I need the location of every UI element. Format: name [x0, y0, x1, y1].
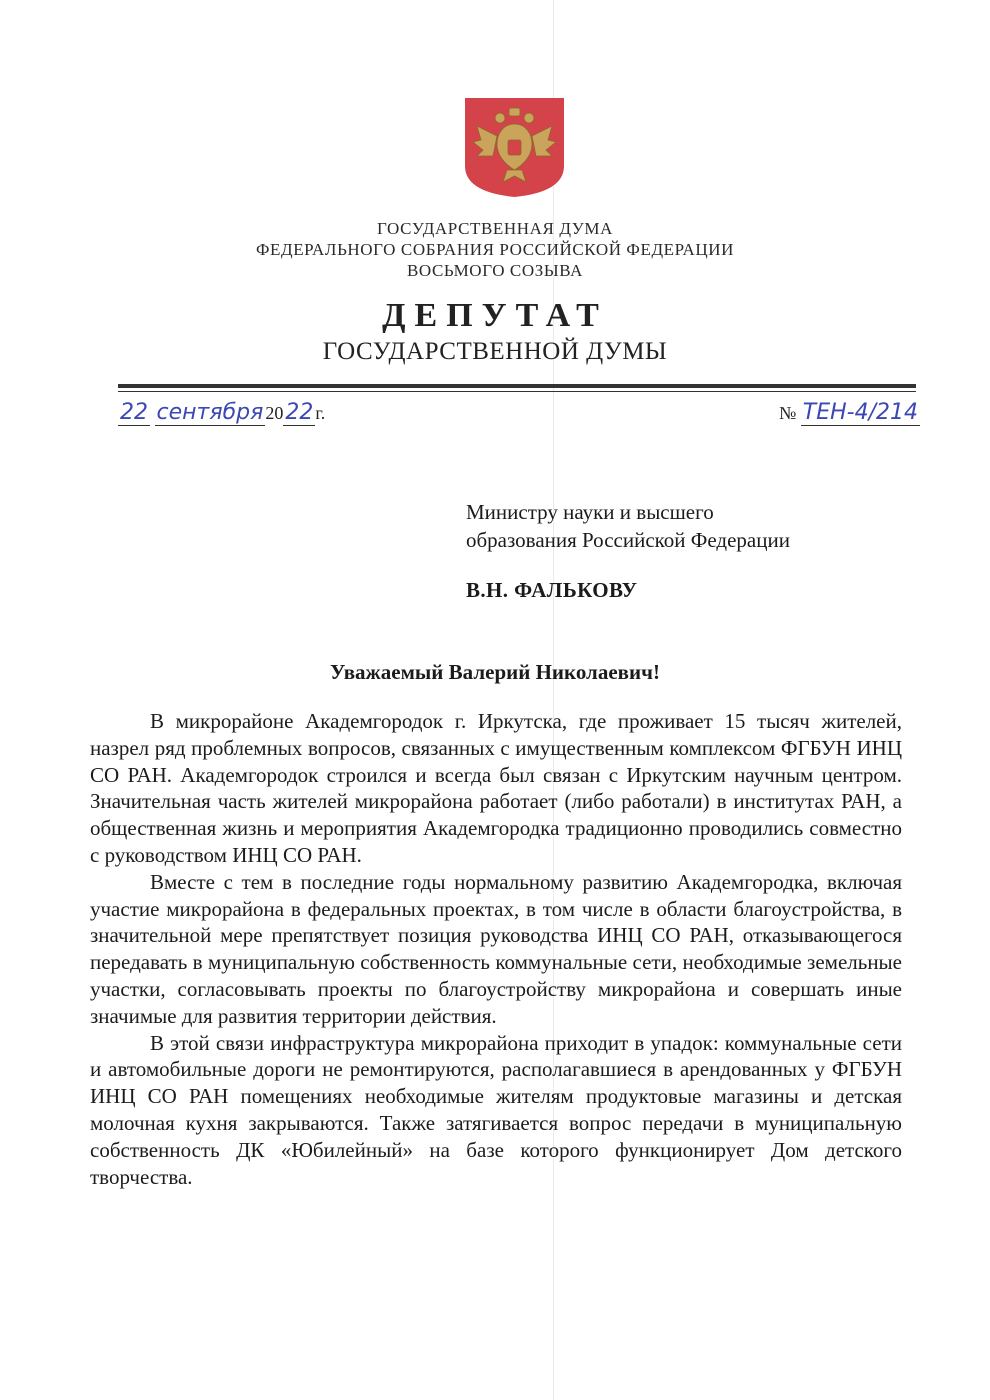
letterhead-title: ДЕПУТАТ: [382, 297, 608, 334]
letterhead-line: ГОСУДАРСТВЕННАЯ ДУМА: [377, 219, 613, 238]
addressee-line: Министру науки и высшего: [466, 500, 714, 524]
date-month: сентября: [156, 400, 264, 425]
number-label: №: [779, 403, 797, 423]
header-divider: [118, 384, 916, 388]
date-year-suffix: 22: [285, 400, 314, 425]
date-year-prefix: 20: [265, 403, 284, 423]
body-paragraph: В микрорайоне Академгородок г. Иркутска, где проживает 15 тысяч жителей, назрел ряд проблемных вопросов, связанных с имущественным комплексом ФГБУН ИНЦ СО РАН. Академгородок строился и всегда был связан с Иркутским научным центром. Значительная часть жителей микрорайона работает (либо работали) в институтах РАН, а общественная жизнь и мероприятия Академгородка традиционно проводились совместно с руководством ИНЦ СО РАН.: [90, 709, 902, 867]
header-divider-thin: [118, 391, 916, 392]
addressee-block: [466, 498, 906, 554]
number-value: ТЕН-4/214: [802, 400, 918, 425]
body-paragraph: В этой связи инфраструктура микрорайона приходит в упадок: коммунальные сети и автомобильные дороги не ремонтируются, располагавшиеся в арендованных у ФГБУН ИНЦ СО РАН помещениях необходимые жителям продуктовые магазины и детская молочная кухня закрываются. Также затягивается вопрос передачи в муниципальную собственность ДК «Юбилейный» на базе которого функционирует Дом детского творчества.: [90, 1030, 902, 1189]
letterhead-subtitle: ГОСУДАРСТВЕННОЙ ДУМЫ: [322, 338, 668, 365]
date-year-mark: г.: [315, 403, 326, 423]
letter-number: [779, 400, 920, 436]
letterhead-line: ФЕДЕРАЛЬНОГО СОБРАНИЯ РОССИЙСКОЙ ФЕДЕРАЦИИ: [255, 240, 735, 259]
addressee-line: образования Российской Федерации: [466, 528, 790, 552]
letter-body: [90, 708, 902, 1190]
body-paragraph: Вместе с тем в последние годы нормальному развитию Академгородка, включая участие микрорайона в федеральных проектах, в том числе в области благоустройства, в значительной мере препятствует позиция руководства ИНЦ СО РАН, отказывающегося передавать в муниципальную собственность коммунальные сети, необходимые земельные участки, согласовывать проекты по благоустройству микрорайона и совершать иные значимые для развития территории действия.: [90, 869, 902, 1028]
letterhead-line: ВОСЬМОГО СОЗЫВА: [406, 261, 584, 280]
date-day: 22: [120, 400, 148, 425]
letterhead-organization: [0, 218, 990, 281]
letter-date: [118, 400, 378, 436]
salutation: Уважаемый Валерий Николаевич!: [330, 660, 660, 684]
coat-of-arms-icon: [463, 96, 566, 199]
addressee-name: В.Н. ФАЛЬКОВУ: [466, 578, 638, 602]
